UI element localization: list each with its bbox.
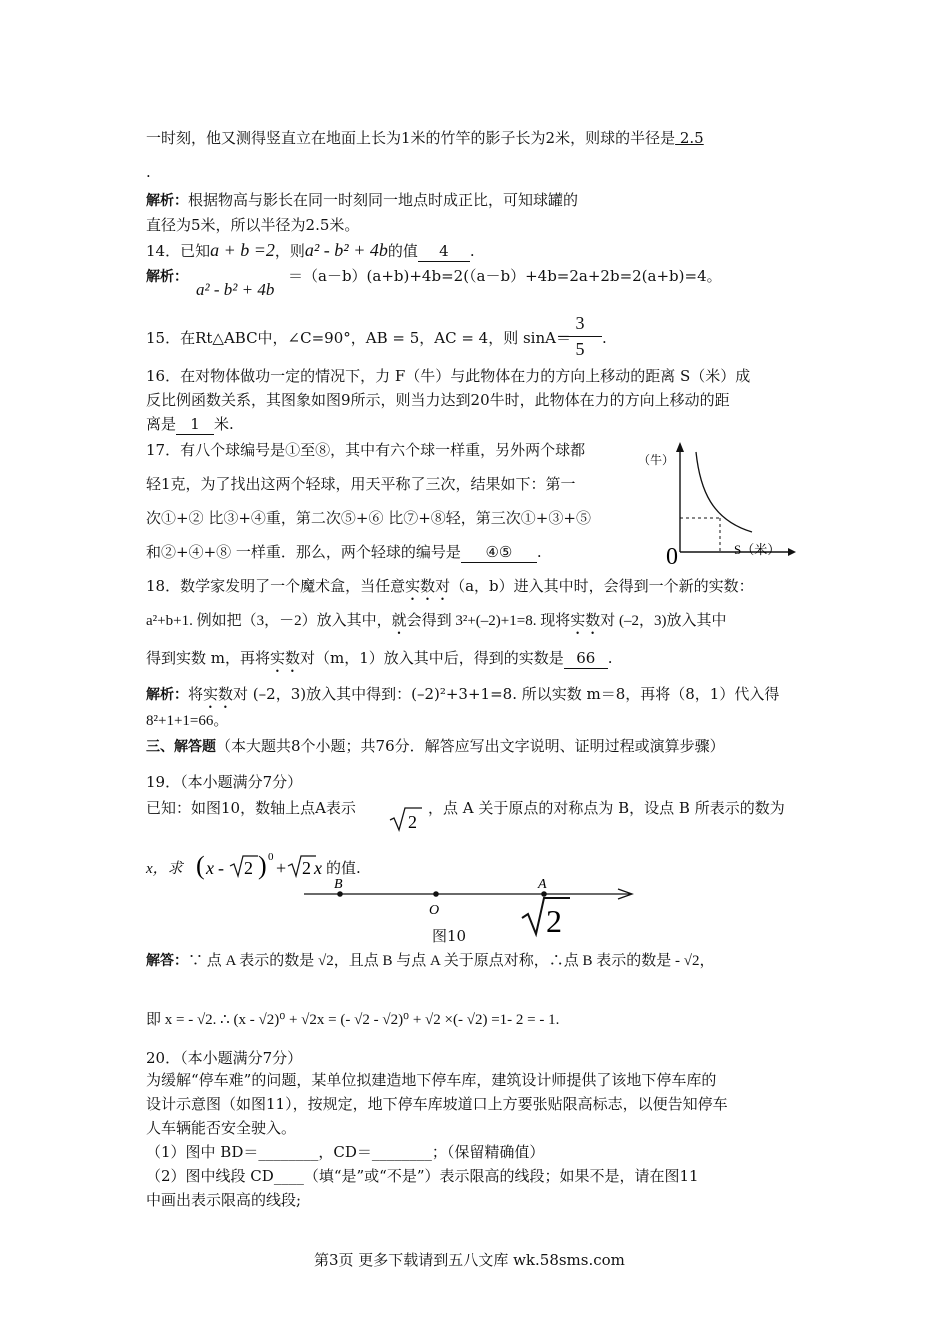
text: 直径为5米，所以半径为2.5米。 bbox=[146, 216, 360, 234]
label: 解析： bbox=[146, 193, 188, 209]
text-line bbox=[146, 162, 151, 182]
svg-text:): ) bbox=[258, 851, 267, 880]
svg-text:2: 2 bbox=[546, 903, 562, 939]
answer-19-line2: 即 x = - √2. ∴ (x - √2)⁰ + √2x = (- √2 - √2)⁰ + √2 ×(- √2) =1- 2 = - 1. bbox=[146, 1012, 560, 1028]
text: 根据物高与影长在同一时刻同一地点时成正比，可知球罐的 bbox=[188, 191, 579, 209]
svg-text:+: + bbox=[276, 858, 287, 878]
figure-9-graph bbox=[636, 440, 796, 570]
text: ，则 bbox=[274, 242, 305, 260]
text: 15．在Rt△ABC中，∠C=90°，AB = 5，AC = 4，则 sinA＝ bbox=[146, 329, 571, 347]
text-line: 人车辆能否安全驶入。 bbox=[146, 1119, 297, 1137]
svg-text:x: x bbox=[314, 858, 322, 878]
text-line: x，求 bbox=[146, 861, 183, 877]
text-line: 得到实数 m，再将实数对（m，1）放入其中后，得到的实数是 66 . bbox=[146, 649, 613, 667]
label-a: A bbox=[538, 877, 547, 892]
fraction bbox=[562, 312, 598, 360]
question-19: 已知：如图10，数轴上点A表示 bbox=[146, 799, 356, 817]
text-line: 设计示意图（如图11），按规定，地下停车库坡道口上方要张贴限高标志，以便告知停车 bbox=[146, 1095, 728, 1113]
question-17: 17．有八个球编号是①至⑧，其中有六个球一样重，另外两个球都 bbox=[146, 441, 586, 459]
x-arrow-icon bbox=[788, 548, 796, 556]
text-line bbox=[146, 215, 359, 235]
label-b: B bbox=[334, 877, 343, 892]
formula: a² - b² + 4b bbox=[196, 280, 275, 299]
origin-label: 0 bbox=[666, 544, 678, 570]
svg-text:x: x bbox=[206, 858, 214, 878]
question-15 bbox=[146, 328, 571, 348]
sqrt2-formula bbox=[388, 804, 424, 834]
figure-10-number-line bbox=[300, 872, 640, 948]
text-line: 和②+④+⑧ 一样重．那么，两个轻球的编号是 ④⑤ . bbox=[146, 543, 542, 561]
svg-text:2: 2 bbox=[244, 858, 253, 878]
question-20-part2: （2）图中线段 CD____（填“是”或“不是”）表示限高的线段；如果不是，请在图11 bbox=[146, 1167, 699, 1185]
answer: ④⑤ bbox=[485, 543, 513, 561]
text: 14．已知 bbox=[146, 242, 211, 260]
inverse-curve bbox=[696, 452, 752, 532]
text-line: 轻1克，为了找出这两个轻球，用天平称了三次，结果如下：第一 bbox=[146, 475, 576, 493]
figure-10-caption: 图10 bbox=[432, 927, 467, 945]
text-line: 离是 1 米. bbox=[146, 415, 234, 433]
text-line: 中画出表示限高的线段; bbox=[146, 1191, 302, 1209]
text: ＝（a－b）(a+b)+4b=2(（a－b）+4b=2a+2b=2(a+b)=4。 bbox=[288, 267, 722, 285]
question-20-part1: （1）图中 BD＝________，CD＝________；（保留精确值） bbox=[146, 1143, 545, 1161]
y-label: （牛） bbox=[638, 453, 675, 467]
text-line: a²+b+1. 例如把（3，－2）放入其中，就会得到 3²+(–2)+1=8. 现将实数对 (–2，3)放入其中 bbox=[146, 611, 727, 629]
answer: 4 bbox=[439, 242, 449, 260]
svg-text:-: - bbox=[218, 858, 224, 878]
answer: 1 bbox=[190, 415, 200, 433]
answer: 66 bbox=[576, 649, 596, 667]
text-line bbox=[146, 128, 704, 148]
answer-19: 解答：∵ 点 A 表示的数是 √2，且点 B 与点 A 关于原点对称，∴点 B 表示的数是 - √2， bbox=[146, 953, 715, 969]
text: . bbox=[146, 163, 151, 181]
point-b bbox=[337, 891, 343, 897]
svg-text:2: 2 bbox=[408, 812, 417, 832]
analysis-18: 解析：将实数对 (–2，3)放入其中得到：(–2)²+3+1=8. 所以实数 m＝8，再将（8，1）代入得 bbox=[146, 685, 780, 703]
text: ，点 A 关于原点的对称点为 B，设点 B 所表示的数为 bbox=[428, 799, 785, 817]
y-arrow-icon bbox=[676, 442, 684, 452]
text: . bbox=[602, 329, 607, 347]
answer: 2.5 bbox=[675, 129, 704, 147]
svg-text:(: ( bbox=[196, 851, 205, 880]
question-20-head: 20．（本小题满分7分） bbox=[146, 1049, 303, 1067]
question-20: 为缓解“停车难”的问题，某单位拟建造地下停车库，建筑设计师提供了该地下停车库的 bbox=[146, 1071, 717, 1089]
point-a bbox=[541, 891, 547, 897]
text: 一时刻，他又测得竖直立在地面上长为1米的竹竿的影子长为2米，则球的半径是 bbox=[146, 129, 676, 147]
formula: a² - b² + 4b bbox=[304, 240, 388, 260]
svg-text:2: 2 bbox=[302, 858, 311, 878]
page-footer: 第3页 更多下载请到五八文库 wk.58sms.com bbox=[314, 1251, 625, 1269]
x-label: S（米） bbox=[734, 542, 781, 557]
text: . bbox=[469, 242, 475, 260]
question-19-head: 19．（本小题满分7分） bbox=[146, 773, 303, 791]
point-o bbox=[433, 891, 439, 897]
text: 的值 bbox=[387, 242, 418, 260]
text-line: 次①+② 比③+④重，第二次⑤+⑥ 比⑦+⑧轻，第三次①+③+⑤ bbox=[146, 509, 591, 527]
text: 的值. bbox=[326, 859, 361, 877]
label: 解析： bbox=[146, 269, 188, 285]
label-o: O bbox=[429, 903, 440, 918]
denominator: 5 bbox=[575, 339, 585, 359]
question-14 bbox=[146, 240, 475, 262]
svg-text:0: 0 bbox=[268, 851, 274, 863]
section-3-title: 三、解答题（本大题共8个小题；共76分．解答应写出文字说明、证明过程或演算步骤） bbox=[146, 737, 725, 755]
analysis-14 bbox=[146, 266, 188, 287]
text-line: 8²+1+1=66。 bbox=[146, 713, 229, 729]
formula: a + b =2 bbox=[210, 240, 275, 260]
numerator: 3 bbox=[575, 313, 585, 333]
analysis-13 bbox=[146, 190, 578, 211]
text-line: 反比例函数关系，其图象如图9所示，则当力达到20牛时，此物体在力的方向上移动的距 bbox=[146, 391, 730, 409]
question-16: 16．在对物体做功一定的情况下，力 F（牛）与此物体在力的方向上移动的距离 S（米）成 bbox=[146, 367, 751, 385]
question-18: 18．数学家发明了一个魔术盒，当任意实数对（a，b）进入其中时，会得到一个新的实数： bbox=[146, 577, 754, 595]
